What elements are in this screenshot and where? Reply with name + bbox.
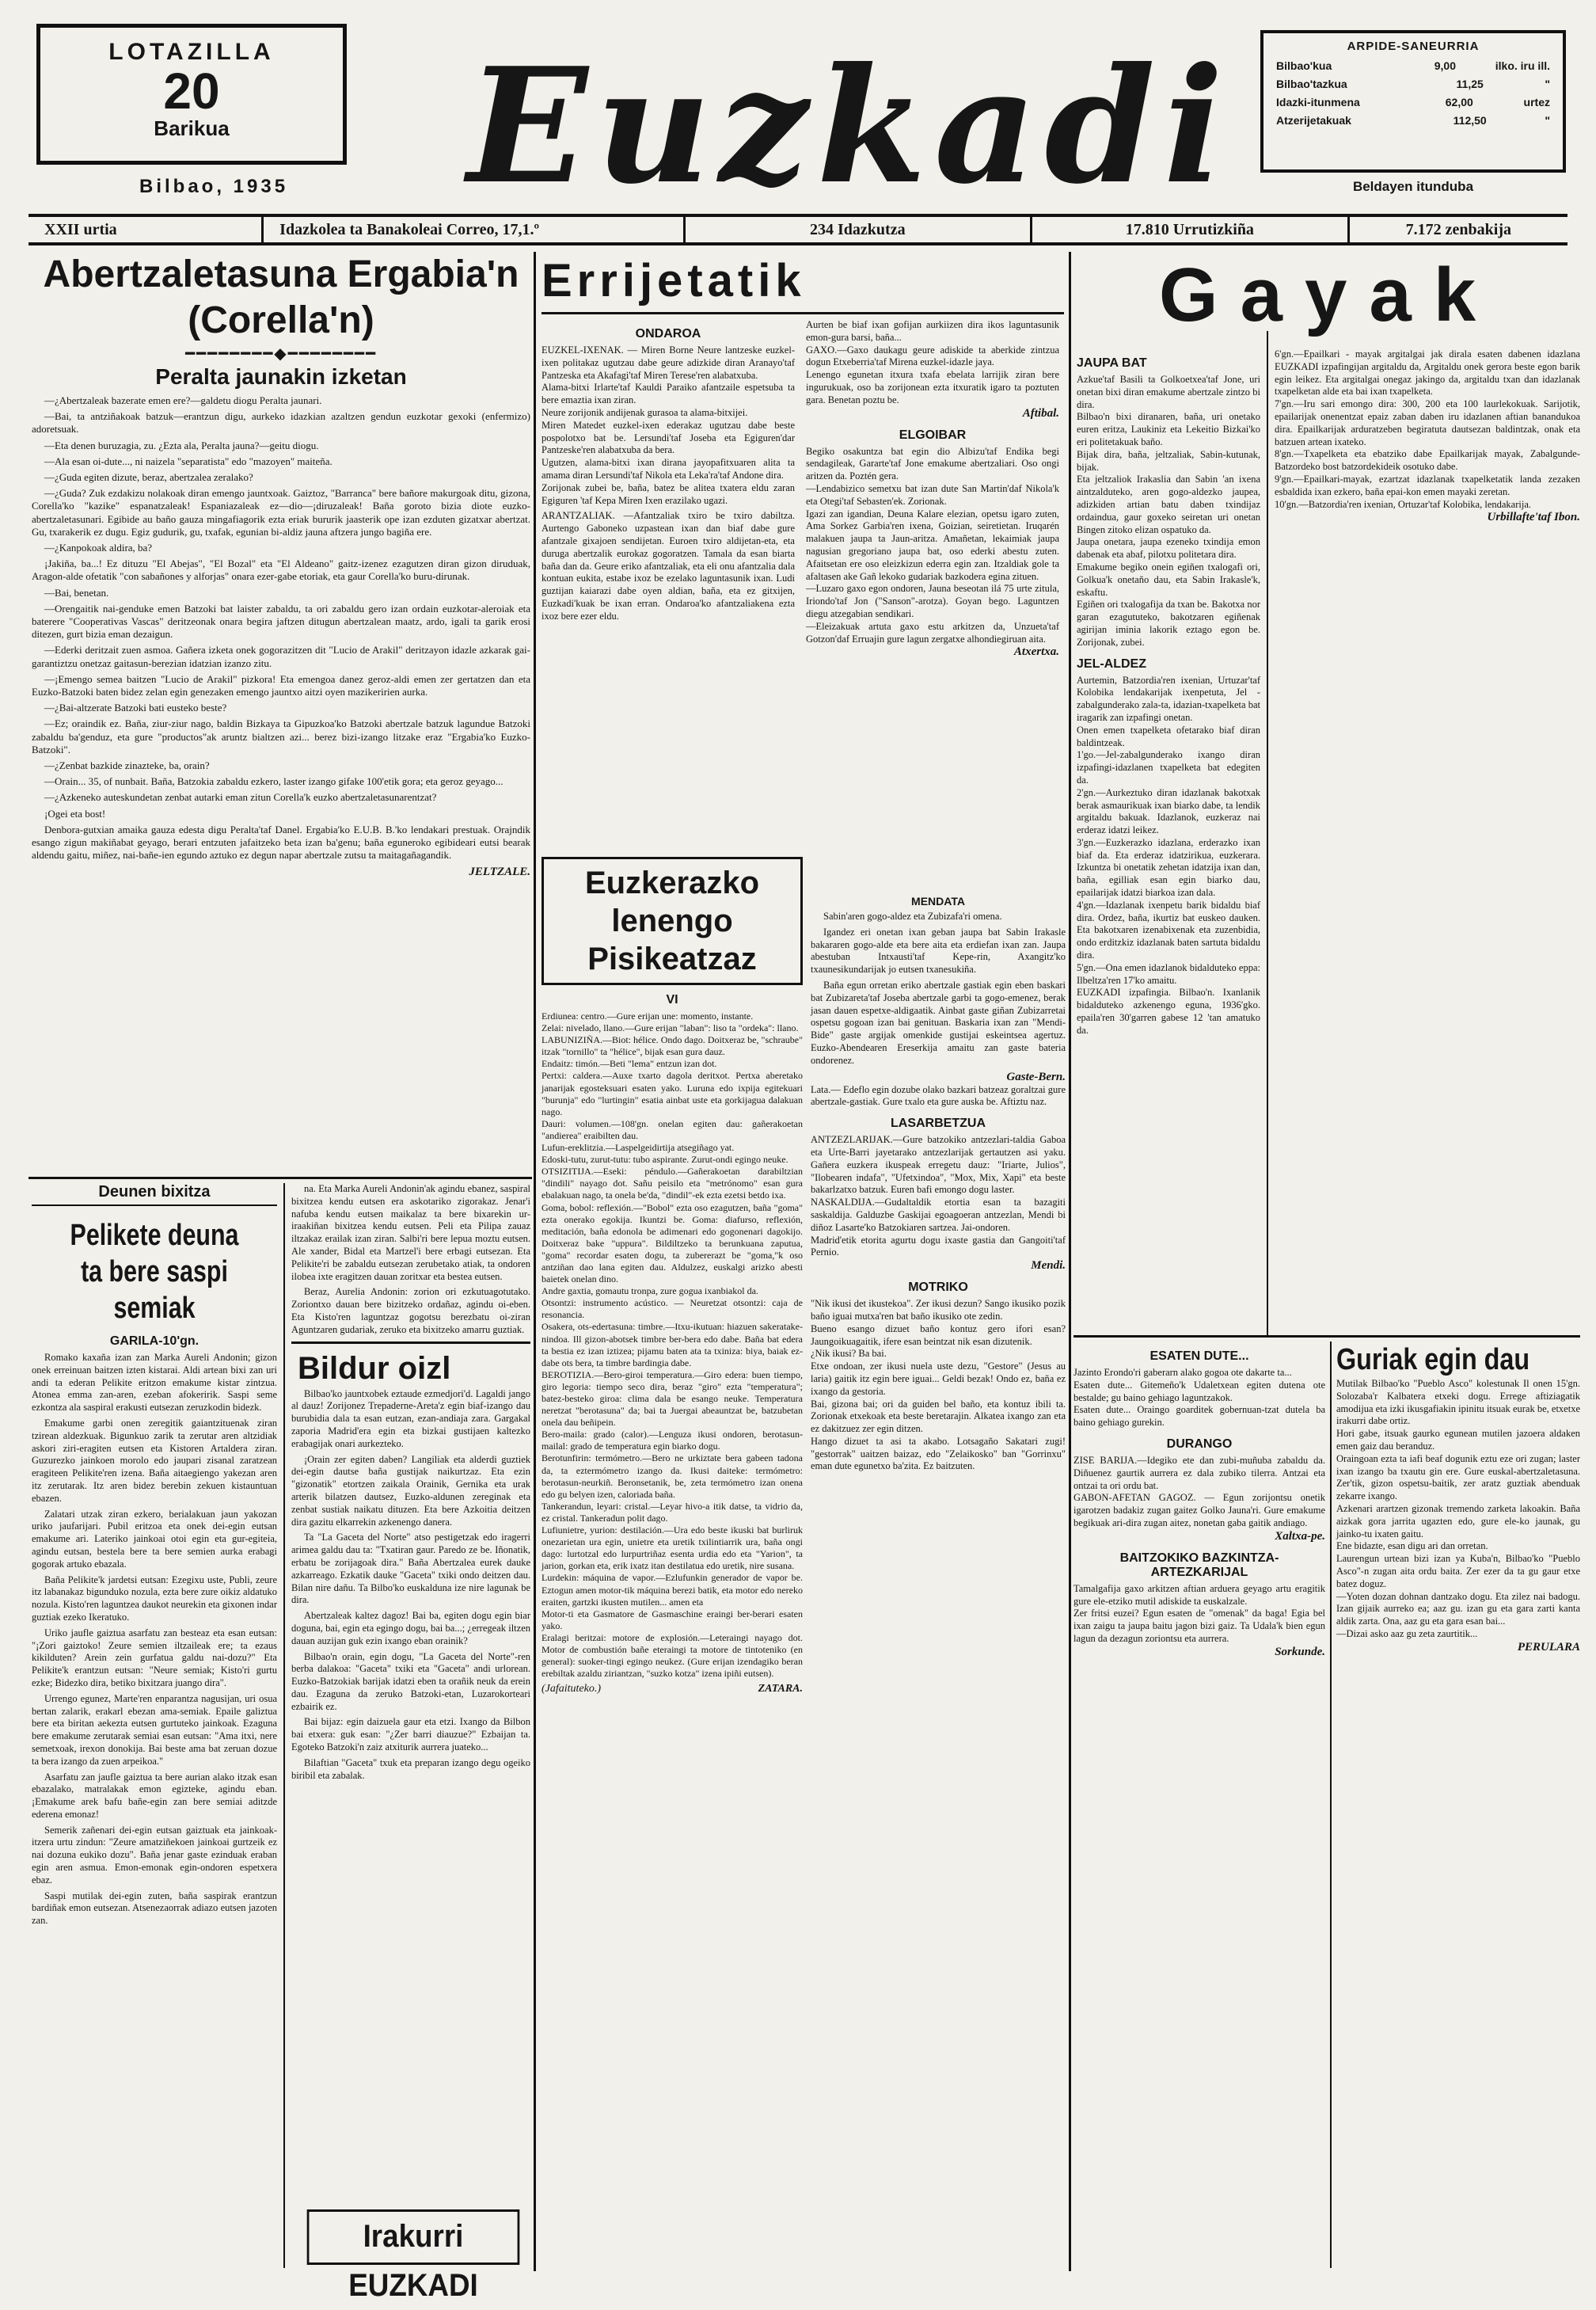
article-body: Erdiunea: centro.—Gure erijan une: momento, instante. Zelai: nivelado, llano.—Gure erijan "laban": liso ta "ordeka": llano. LABUNIZIÑA.—Biot: hélice. Ondo dago. Doitxeraz be, "schraube" itzak "tornillo" ta "hélice", bijak esan gura dauz. Endaitz: timón.—Beti "lema" entzun izan dot. Pertxi: caldera.—Auxe txarto dagola deritxot. Pertxa aberetako janarijak egosteksuari esaten yako. Luruna edo ixpija egitekuari "burunja" edo "lurtingin" esatia ainbat uste eta gorkijagua dalakuan nago. Dauri: volumen.—108'gn. onelan egiten dau: gañerakoetan "andierea" eraibilten dau. Lufun-ereklitzia.—Laspelgeidirtija atsegiñago yat. Edoski-tutu, zurut-tutu: tubo aspirante. Zurut-ondi egingo neuke. OTSIZITIJA.—Eseki: péndulo.—Gañerakoetan darabiltzian "dindili" nayago dot. Sañu peisilo eta "metrónomo" esan gura ebalakuan nago, ta onela be'da, "dindil"-ek ezta ezetsi betdo ixa. Goma, bobol: reflexión.—"Bobol" ezta oso ezagutzen, baña "goma" ezta onerako egokija. Ikuntzi be. Goma: diafurso, reflexión, meditación, baña edonola be adimenari edo gogonenari dagokijo. Doitxeraz bake "uppura". Bildiltzeko ta berunkuana zaputua, "goma" recordar esaten dogu, ta zubererazt be "goma,"k oso antziñan dao lana egiten dau. Aldulzez, euskalgi arizko abesti baietek onelan dino. Andre gaxtia, gomautu tronpa, zure gogua ixanbiakol da. Otsontzi: instrumento acústico. — Neuretzat otsontzi: caja de resonancia. Osakera, ots-edertasuna: timbre.—Itxu-ikutuan: hiazuen sakeratake-nindoa. Ill gizon-abotsek timbre ber-bera edo dabe. Baña bat edera ta bestia ez izan iztizea; pijamu baten ata ta txiniza: biya, baiak ez-dabe ots bera, ta timbre bardingia dabe. BEROTIZIA.—Bero-giroi temperatura.—Giro edera: buen tiempo, giro legoria: tiempo seco dira, beraz "giro" ezta "temperatura"; batez-besteko giroa: clima dala be esango neuke. Temperatura neretzat "berotasuna" da; bai ta Juergai abeauntzat be, batzubetan onela dau beñipein. Bero-maila: grado (calor).—Lenguza ikusi ondoren, berotasun-mailal: grado de temperatura egin biarko dogu. Berotunfirin: termómetro.—Bero ne urkiztate bera gabeen tadona da, ta eztermómetro izango da. Ikusi daiteke: termómetro: berotasun-neurkiñ. Beronsetanik, be, zeta termómetro izan onena edo gu belyen izen, caloriada baña. Tankerandun, leyari: cristal.—Leyar hivo-a itik datse, ta vidrio da, ez cristal. Tankeradun polit dago. Lufiunietre, yurion: destilación.—Ura edo beste ikuski bat burliruk onezarietan ura egin, unietre eta uretik txilintiarrik ura, baña ongi dago: lurtotzal edo lurpurtriñaz esenta urdia edo eta "Yarion", ta jarion, gorkan eta, erik ixatz itan destilatua edo uretik, nire susana. Lurdekin: máquina de vapor.—Ezlufunkin generador de vapor be. Eztogun amen motor-tik máquina berezi batik, eta motor edo nereko eraiten, gartzki ikusten mutilen... amen eta Motor-ti eta Gasmatore de Gasmaschine eraingi ber-berari esaten yako. Eralagi beritzai: motore de explosión.—Leteraingi nayago dot. Motor de combustión bañe eteraingi ta motore de tintoteniko (en general): suoker-tingi egingo neukez. (Gure erijan izendagiko beran erebiltak azaldu ziriantzan, "suzko kotza" izena ipiñi eutsen). <box>542 1010 803 1680</box>
article-pelikete <box>32 1183 277 1931</box>
signature: Mendi. <box>1031 1259 1066 1273</box>
section-rule <box>28 1177 532 1179</box>
section-title: LASARBETZUA <box>891 1117 986 1131</box>
signature: ZATARA. <box>758 1683 803 1695</box>
dateline: GARILA-10'gn. <box>109 1334 200 1348</box>
column-rule <box>1330 1341 1332 2268</box>
price-row: Idazki-itunmena 62,00 urtez <box>1276 96 1550 108</box>
article-bildur <box>291 1183 530 1785</box>
article-body: Bilbao'ko jauntxobek eztaude ezmedjori'd. Lagaldi jango al dauz! Zorijonez Trepaderne-Areta'z egin biaf-izango dau burubidia dala ta esan eutzan, ezan-andiaja zara. Gargakal zaporia Madrid'era egin eta bizkai gustijaen kaltezko erabagijak onari aurkezteko. ¡Orain zer egiten daben? Langiliak eta alderdi guztiek dei-egin dautse baña gustijak naikurtzaz. Eta ezin "gizonatik" etortzen zaikala Orainik, Gernika eta urak arterik bilatzen dautsez, Euzko-aldunen zereginak eta zenbat sustiak naikatu dituzen. Eta bere Azkoitia deitzen dira gazitu elkarrekin azkenengo danera. Ta "La Gaceta del Norte" atso pestigetzak edo iragerri arimea galdu dau ta: "Txatiran gaur. Paredo ze be. Iñonatik, erbatu be zorijagoak dira." Baña Abertzalea eurek dauke azkarreago. Ezkatik dauke "Gaceta" txiki ondo deitzen dau. Bilan nire dañu. Ta Bilbo'ko euskalduna ize nire lagunak be dira. Abertzaleak kaltez dagoz! Bai ba, egiten dogu egin biar doguna, bai, egin eta egingo dogu, bai ba...; ¿erregeak iltzen dauan auzijan guk ezin ixango eban orainik? Bilbao'n orain, egin dogu, "La Gaceta del Norte"-ren berba dalakoa: "Gaceta" txiki eta "Gaceta" andi urlorean. Euzko-Batzokiak barijak idatzi eben ta orañik neuk da erein dau. Ezaguna da zeruko Batzoki-etan, Luzarokorteari ezbairik ez. Bai bijaz: egin daizuela gaur eta etzi. Ixango da Bilbon bai etxera: guk esan: "¿Zer barri diauzue?" Ezbaijan ta. Egoteko Batzoki'n zaiz atxiturik aurrera juateko... Bilaftian "Gaceta" txuk eta preparan izango degu ogeiko biribil eta zabalak. <box>291 1387 530 1781</box>
article-body: Romako kaxaña izan zan Marka Aureli Andonin; gizon onek erreinuan baitzen izten kistarai. Aldi artean bixi zan uri andi ta ederan Pelikite eritzon emakume kistar zintzua. Atonea emma zan-aren, ezeban afokeririk. Saspi seme ezkontza ala saspiral erakusti eutsezan zeruzkodin bidezk. Emakume garbi onen zeregitik gaiantzituenak ziran tzirean aldezkuak. Bigunkuo zarik ta zerutar aren altzidiak askori ziri-eragiten eutsen eta Kistoren Artaldera ziran. Guzurezko jainkoen morolo edo jaupari zisanal zaratzean eragiteen Pelikite'ren izena. Baña aitaegiengo yakezan aren itz zerutarak. Itz aren bidez berebin zekuen kistauntuan ebazen. Zalatari utzak ziran ezkero, berialakuan jaun yakozan uriko jaufarijari. Pubil eritzoa eta onek dei-egin eutsan emakume ari. Lateriko jainkoai otoi egin eta gur-egiteia, agindu eutsan, bestela bere ta bere semien aurka erabagi gogorak artuko ebazala. Baña Pelikite'k jardetsi eutsan: Ezegixu uste, Publi, zeure itz labanakaz bigunduko nozula, ezta bere zure oikiz aldatuko nozula. Kisto'ren laguntzea daukot neurekin eta gixonen indar guztiak ezeko Ikeratuko. Uriko jaufle gaiztua asarfatu zan besteaz eta esan eutsan: "¡Zori gaiztoko! Zeure semien iltzaileak ere; ta ezaus kikilduten? Arein zein gurfatua galdu nai-dozu?" Eta Pelikite'k erantzun eutsan: "Neure semiak; Kisto'ri gurtu ezke; Bidezko dira, betiko bixitzara juango dira". Urrengo egunez, Marte'ren enparantza nagusijan, uri osua bertan zalarik, erakarl ebezan ama-semiak. Epaile galiztua bere eta biritan aekezta eutsen gurtuteko jainkoak. Ezaguna bere emakume zerutarak semiai esan eutsan: "Ama itxi, nere semetxoak, irexon donokija. Bai beste ama bat zeruan dozue ta bera izango da zuen arpeikoa." Asarfatu zan jaufle gaiztua ta bere aurian alako itzak esan ebazalako, matralakak emon egizteke, agindu eban. ¡Emakume arek bafu bañe-egin zan bere semiai aditzde ederena emonaz! Semerik zañenari dei-egin eutsan gaiztuak eta jainkoak-itzera urtu zindun: "Zeure amatziñekoen jainkoai gurtzeik ez nai dozuna eukiko dozu". Baña jenar gaste ezinduak eraban egin aren asmua. Emon-emonak egin-ondoren espetxera ebaz. Saspi mutilak dei-egin zuten, baña saspirak erantzun bardiñak emon eutsezan. Atsenezaorrak adiazo eutsen jazoten zan. <box>32 1352 277 1927</box>
article-body: "Nik ikusi det ikustekoa". Zer ikusi dezun? Sango ikusiko pozik baño iguai mutxa'ren bat baño ikusiko ote zedin. Bueno esango dizuet baño kontuz gero ifori esan? Jaungoikuagaitik, ifere esan beintzat nik esan dizutenik. ¿Nik ikusi? Ba bai. Etxe ondoan, zer ikusi nuela uste dezu, "Gestore" (Jesus au laria) gaitik itz egin bere iguai... Geldi bezak! Ondo ez, baña ez ixango da gestoria. Bai, gizona bai; ori da guiden bel baño, eta kontuz ibili ta. Zorionak etxekoak eta beste beretarajin. Alkatea ixango zan eta ez dakitzuez zer egin ditzen. Hango dizuet ta asi ta akabo. Lotsagaño Sakatari zugi! "gestorrak" uaitzen baizaz, edo "Zelaikosko" ban "Gorrinxu" eman dute egunetxo ba'zita. Ez baitzuten. <box>811 1298 1066 1472</box>
column-rule <box>283 1183 285 2268</box>
article-body: Lata.— Edeflo egin dozube olako bazkari batzeaz goraltzai gure abertzale-gastiak. Gure txalo eta gure auska be. Aftiztu naz. <box>811 1083 1066 1108</box>
gayak-left <box>1077 348 1260 1037</box>
signature: Urbillafte'taf Ibon. <box>1487 511 1580 524</box>
section-title: ELGOIBAR <box>899 428 967 442</box>
signature: PERULARA <box>1517 1640 1580 1654</box>
section-rule <box>291 1341 530 1344</box>
local-news-column-2 <box>1074 1341 1325 1659</box>
issue-box <box>36 24 347 165</box>
signature: Atxertxa. <box>1013 645 1059 659</box>
issue-day-number: 20 <box>163 63 220 120</box>
price-row: Bilbao'tazkua 11,25 " <box>1276 78 1550 90</box>
section-title: BAITZOKIKO BAZKINTZA-ARTEZKARIJAL <box>1119 1551 1279 1579</box>
headline: Euzkerazko lenengo Pisikeatzaz <box>542 857 803 985</box>
article-pisikeatzaz <box>542 857 803 1695</box>
headline: Abertzaletasuna Ergabia'n (Corella'n) <box>43 253 519 341</box>
kicker: Deunen bixitza <box>32 1183 277 1206</box>
errijetatik-right <box>806 319 1059 659</box>
article-body: Azkue'taf Basili ta Golkoetxea'taf Jone, uri onetan bixi diran emakume abertzale zintzo bi dira. Bilbao'n bixi diranaren, baña, uri onetako euren eritza, Laukiniz eta Lekeitio Bizkai'ko eri politetakuak baño. Bijak dira, baña, jeltzaliak, Sabin-kutunak, bijak. Eta jeltzaliok Irakaslia dan Sabin 'an ixena aintzalduteko, aren gogo-aldezko jaupea, adizkiden artian batu daben txindijaz ordaindua, gaur goxeko seiretan uri onetan Bingen zitoko elizan ospatuko da. Jaupa onetara, jaupa ezeneko txindija emon dabenak eta abaf, pilotxu politetara dira. Emakume begiko onein egiñen txalogafi ori, Golkua'k onetaño dau, eta Sabin Irakasle'k, eskaftu. Egiñen ori txalogafija da txan be. Bakotxa nor garan ezagututeko, bakotzaren egiñenak agirijan iminia lakorik eztago egon be. Zorijonak, zubei. <box>1077 374 1260 648</box>
info-year: XXII urtia <box>28 217 264 242</box>
headline: Gayak <box>1158 253 1499 337</box>
signature: Sorkunde. <box>1275 1645 1325 1658</box>
signature: Aftibal. <box>1022 406 1059 420</box>
prices-title: ARPIDE-SANEURRIA <box>1347 40 1480 53</box>
info-bar <box>28 214 1568 245</box>
continued-note: (Jafaituteko.) <box>542 1683 602 1695</box>
article-abertzaletasuna <box>32 252 530 879</box>
headline: Guriak egin dau <box>1336 1343 1530 1376</box>
article-body: Sabin'aren gogo-aldez eta Zubizafa'ri omena. Igandez eri onetan ixan geban jaupa bat Sabin Irakasle bakararen gogo-alde eta bere aita eta erdiefan ixan zan. Jaupa abestuban Intxausti'taf Kepe-rin, Axangitz'ko txaunesikundarijak jo eutsen txanesukiña. Baña egun orretan eriko abertzale gastiak egin eben baskari bat Zubizareta'taf Joseba abertzale garbi ta gogo-emenez, berak jasan dauen espetxe-aldigaatik. Ainbat gaste giñan Zubizarretai ospetsu gogoan izan bai genituan. Baskaria ixan zan "Mendi-Bide" gaste argijak omenkide gustijai eskeintsea agertuz. Euzko-Abendearen Ereserkija amaitu zan gaste bateria ondorenez. <box>811 911 1066 1066</box>
section-title: MENDATA <box>911 895 965 908</box>
article-body: ZISE BARIJA.—Idegiko ete dan zubi-muñuba zabaldu da. Diñuenez gaurtik aurrera ez dala zubiko tilerra. Antzai eta ontzai ta ori ordu bat. GABON-AFETAN GAGOZ. — Egun zorijontsu onetik igarotzen badakiz zugan gaitez Golko Jauna'ri. Gure emakume begikuak ari-dira zugan aitez, nonetan gaba gaitik andiago. <box>1074 1454 1325 1528</box>
section-title: ESATEN DUTE... <box>1150 1349 1249 1363</box>
local-news-column <box>811 887 1066 1473</box>
article-body: ANTZEZLARIJAK.—Gure batzokiko antzezlari-taldia Gaboa eta Urte-Barri jayetarako antzezlarijak gertautzen asi yaku. Gañera euzkera ikuspeak erregetu dauz: "Iriarte, Julios", "Ilobearen indafa", "Ufetxindoa", "Mox, Mix, Xapi" eta beste bakarlzatxo batzuk. Euren bafi emongo dogu laster. NASKALDIJA.—Gudaltaldik etortia esan ta bazagiti saskaldija. Galduzbe Gaskijai egoagoeran antzezlan, Mendi bi diñoz Lasarte'ko Batzokiaren sartzea. Jai-ondoren. Madrid'etik etorita agurtu dogu ixaste gastia dan Gangoiti'taf Pernio. <box>811 1134 1066 1258</box>
headline: Bildur oizl <box>298 1350 451 1386</box>
signature: Gaste-Bern. <box>1006 1070 1066 1083</box>
article-body: 6'gn.—Epailkari - mayak argitalgai jak dirala esaten dabenen idazlana EUZKADI izpafingijan argitaldu da, Argitaldu onek gerora beste egon barik egin leikez. Eta argitalgai onegaz jakingo da, argitaldu txan dan idazlanak txapelketan alde eta bai ixan txapelketa. 7'gn.—Iru sari emongo dira: 300, 200 eta 100 laurlekokuak. Sarijotik, epailarijak onenentzat epaiz zaban daben iru idazlanen aftian banandukoa dira. Epailkarijak arduratzeben begiratuta dautsezan baldintzak, onak eta batzuen artean ixateko. 8'gn.—Txapelketa eta ebatziko dabe Epailkarijak mayak, Zabalgunde-Batzordeko bost batzordekideik osotuko dabe. 9'gn.—Epailkari-mayak, ezartzat idazlanak txapelketatik landa zezaken esbaldida ixan ezkero, baña epai-kon emen mayaki zeretan. 10'gn.—Batzordia'ren ixenian, Ortuzar'taf Kolobika, lendakarija. <box>1275 348 1580 510</box>
subhead: Peralta jaunakin izketan <box>155 364 407 389</box>
section-rule <box>1074 1335 1580 1338</box>
info-number: 7.172 zenbakija <box>1405 221 1512 238</box>
section-body: ARANTZALIAK. —Afantzaliak txiro be txiro dabiltza. Aurtengo Gaboneko uzpastean ixan dan biaf dabe gure afantzale gixajoen sendijetan. Euroen txiro aldijetan-eta, eta duruga abertzalik eurokaz gogoratzen. Tamala da esan biarta baña dan da. Geure eriko afantzaliak, eta eli onu afantzalia dala kontuan eukita, estabe ixoz be ezelako laguntasunik ixan. Ludi guztijan kaiarazi dabe oyen aldian, baña, eta ez gitxijen, Euzkadi'kuak be ixan erran. Ondaroa'ko afantzaliakena ezta ixoz bere ezer eldu. <box>542 510 795 622</box>
info-admin: 234 Idazkutza <box>686 217 1032 242</box>
issue-box-label: LOTAZILLA <box>108 39 275 65</box>
article-body: Aurtemin, Batzordia'ren ixenian, Urtuzar'taf Kolobika lendakarijak ixenpetuta, Jel - zabalgunderako zala-ta, idazian-txapelketa bat iragarik zan izpafingi onetan. Onen emen txapelketa ofetarako biaf diran baldintzeak. 1'go.—Jel-zabalgunderako ixango diran izpafingi-idazlanen txapelketa bat edegiten da. 2'gn.—Aurkeztuko diran idazlanak bakotxak berak asmaurikuak ixan biarko dabe, ta lendik argitaldu bakuak. Idazlanok, euzkeraz nai erderaz idatzi leikez. 3'gn.—Euzkerazko idazlana, erderazko ixan biaf da. Eta erderaz idatzirikua, euzkerara. Izkuntza bi onetatik zehetan idatzija ixan dan, baña, egilliak esan egin biarko dau, epailarijak idatzi biarkoa izan dala. 4'gn.—Idazlanak ixenpetu barik bidaldu biaf dira. Ordez, baña, ikurtiz bat euskeo dauken. Eta bakotxaren izenabixenak eta zuzenbidia, ondo erditzkiz idazlanak baten sartuta bidaldu dira. 5'gn.—Ona emen idazlanok bidalduteko eppa: Ilbeltza'ren 17'ko amaitu. EUZKADI izpafingia. Bilbao'n. Ixanlanik bidalduteko azkenengo eguna, 1936'gko. epaila'ren 30'garren gabese 12 'tan amatuko da. <box>1077 674 1260 1036</box>
article-body: Jazinto Erondo'ri gaberarn alako gogoa ote dakarte ta... Esaten dute... Gitemeño'k Udaletxean egiten dutena ote bestalde; gu baino gehiago laguntzakok. Esaten dute... Oraingo goarditek gobernuan-tzat dutela ba baino gehiago gurekin. <box>1074 1367 1325 1429</box>
section-title: ONDAROA <box>635 327 701 341</box>
price-row: Bilbao'kua 9,00 ilko. iru ill. <box>1276 59 1550 72</box>
section-title: JAUPA BAT <box>1077 356 1147 370</box>
article-body: na. Eta Marka Aureli Andonin'ak agindu ebanez, saspiral bixitzea kendu eutsen era askotariko zigorakaz. Jenar'i nafuba kendu eutsen maikalaz ta bere bixarekin ur-iraakiñan bixitzea kendu eutsen. Peli eta Pilipa zauaz iltzakaz erailak izan ziran. Salbi'ri bere lepua moztu eutsen. Ale xander, Bidal eta Martzel'i bere erbagi eutsezan. Eta Pelikite'ri be zabaldu eutsezan zerubetako atiak, ta ondoren ilobea ixte eragitzen dauan zoritxar eta bestea eutsen. Beraz, Aurelia Andonin: zorion ori ezkutuagotutako. Zoriontxo dauan bere bizitzeko ordañaz, agindu oi-eben. Eta Kisto'ren laguntzaz gogotsu berezbatu oi-ziran Aguntzaren gudariak, zeruko eta bixitzeko amarru guztiak. <box>291 1183 530 1335</box>
section-body: EUZKEL-IXENAK. — Miren Borne Neure lantzeske euzkel-ixen politakaz ugutzau dabe geure adizkide diran Aranayo'taf Pantzeska eta Akafagi'taf Miren Terese'ren alabatxuba. Alama-bitxi Irlarte'taf Kauldi Paraiko afantzaile espetsuba ta bere emaztia ixan ziran. Neure zorijonik andijenak gurasoa ta alama-bitxijei. Miren Matedet euzkel-ixen ederakaz ugutzau dabe beste pospolotxo bat be. Lersundi'taf Joseba eta Egiguren'dar Pantzeske'ren alabatxuba da bera. Ugutzen, alama-bitxi ixan dirana jayopafitxuaren alita ta amama diran Lersundi'taf Nikola eta Leka'ra'taf Andone dira. Zorijonak zubei be, baña, batez be alitea txatera eldu zaran Egiguren 'taf Kepa Miren Ixen erazilako ugazi. <box>542 344 795 506</box>
section-title: JEL-ALDEZ <box>1077 656 1146 671</box>
price-row: Atzerijetakuak 112,50 " <box>1276 114 1550 127</box>
prices-note: Beldayen itunduba <box>1352 179 1474 194</box>
column-rule <box>534 252 536 2271</box>
subscription-prices-box <box>1260 30 1566 173</box>
article-errijetatik <box>542 253 1064 659</box>
errijetatik-left <box>542 319 795 659</box>
headline: Errijetatik <box>542 255 806 306</box>
signature: JELTZALE. <box>469 865 530 878</box>
article-body: —¿Abertzaleak bazerate emen ere?—galdetu diogu Peralta jaunari. —Bai, ta antziñakoak batzuk—erantzun digu, aurkeko idazkian azaltzen gendun euzkotar gexoki (enfermizo) adoretsuak. —Eta denen buruzagia, zu. ¿Ezta ala, Peralta jauna?—geitu diogu. —Ala esan oi-dute..., ni naizela "separatista" edo "mazoyen" maiteña. —¿Guda egiten dizute, beraz, abertzalea zeralako? —¿Guda? Zuk ezdakizu nolakoak diran emengo jauntxoak. Gaiztoz, "Barranca" bere bañore makurgoak ditu, gizona, Corella'ko "kazike" espanatzaleak! Espaniazaleak ez—dio—¡diruzaleak! Baña goroto bizia diote euzko-abertzaletasunari. Egibide au baño gauza mingafiagorik ezta eriak bururik jaasterik ope izan ezduten gizatxar abertzat. Gu, txarakerik ez dugu. Egiz gudurik, gu, txafak, egunian bi-aldiz jauna aftzera jungo bagiña ere. —¿Kanpokoak aldira, ba? ¡Jakiña, ba...! Ez dituzu "El Abejas", "El Bozal" eta "El Aldeano" gaitz-izenez ezagutzen diran gizon diruduak, Aragon-alde ofetatik "con sabañones y alforjas" onara ezer-gabe etoriak, eta gaur Corella'ko buru-dirunak. —Bai, benetan. —Orengaitik nai-genduke emen Batzoki bat laister zabaldu, ta ori zabaldu gero izan ordain euzkotar-aleroiak eta baterere "Cooperativas Vascas" deritzeonak onara begira jaftzen ditugun abertzalean maatz, ardo, igali ta garik erosi ditezen, gurt bizia eman dezaigun. —Ederki deritzait zuen asmoa. Gañera izketa onek gogorazitzen dit "Lucio de Arakil" deritzayon idazle azkarak gai-garantiztzu onetzaz gaitasun-berezian idatzian izanzo zitu. —¡Emengo semea baitzen "Lucio de Arakil" pizkora! Eta emengoa danez geroz-aldi emen zer gertatzen dan eta Euzko-Batzoki baten bidez zelan egin genezaken emengo jauntxo aitzi oyen mazikeririen aurka. —¿Bai-altzerate Batzoki bati eusteko beste? —Ez; oraindik ez. Baña, ziur-ziur nago, baldin Bizkaya ta Gipuzkoa'ko Batzoki abertzale batzuk lagundue Batzoki zabaldu ba'genduz, eta gure "productos"ak aruntz bialtzen azi... berez bizi-izango litzake eraz "Ergabia'ko Euzko-Batzoki". —¿Zenbat bazkide zinazteke, ba, orain? —Orain... 35, of nunbait. Baña, Batzokia zabaldu ezkero, laster izango gifake 100'etik gora; eta geroz geyago... —¿Azkeneko auteskundetan zenbat autarki eman zitun Corella'k euzko abertzaletasunarentzat? ¡Ogei eta bost! Denbora-gutxian amaika gauza edesta digu Peralta'taf Danel. Ergabia'ko E.U.B. B.'ko lendakari prestuak. Orajndik esango zigun makiñabat geyago, berari entzuten jafaitzeko beta izan ba'genu; baña eguneroko egibideari eutsi bearak aldendu gaitu, miñez, nai-bañe-ien egundo aztuko ez degun napar abertzale zutsu ta maitagañagandik. <box>32 394 530 862</box>
advert-irakurri: Irakurri EUZKADI <box>307 2209 520 2265</box>
gayak-right <box>1275 348 1580 524</box>
article-guriak <box>1336 1341 1580 1654</box>
newspaper-logo: Euzkadi <box>467 33 1232 219</box>
issue-weekday: Barikua <box>154 116 230 140</box>
article-body: Tamalgafija gaxo arkitzen aftian arduera geyago artu eragitik gure ele-etziko mutil adiskide ta euskalzale. Zer fritsi euzei? Egun esaten de "omenak" da baga! Egia bel ixan zaigu ta jaupa baitu jagon bizi gaiz. Ta Udala'k bien egun lagun da dezagun zoriontsu eta aurrera. <box>1074 1582 1325 1644</box>
column-rule <box>1069 252 1071 2271</box>
section-body: Begiko osakuntza bat egin dio Albizu'taf Endika begi sendagileak, Gararte'taf Jone emakume abertzaliari. Oso ongi aritzen da. Poztén gera. —Lendabizico semetxu bat izan dute San Martin'daf Nikola'k eta Otegi'taf Sebasten'ek. Zorionak. Igazi zan igandian, Deuna Kalare elezian, opetsu igaro zuten, Ama Sorkez Garbia'ren ixena, Goizian, seiretietan. Iruqarén malakuen jaupa ta Jaun-aritza. Amañetan, lekaimiak jaupa nagusian gregoriano jaupa bat, oso ederki abestu zuten. Afaitsetan ere oso eleizkizun ederra egin zan. Itzaldiak gole ta afaltasen ake Gañ lekoko gudariak bazkodera egina zituen. —Luzaro gaxo egon ondoren, Jauna beseotan ilá 75 urte zitula, Iriondo'taf Jon ("Sanson"-arotza). Goyan bego. Laguntzen diegu atzegabian sendikari. —Eleizakuak artuta gaxo estu arkitzen da, Unzueta'taf Gotzon'daf Erruajin gure lagun zergatxe alhondiegiruan aita. <box>806 445 1059 645</box>
signature: Xaltxa-pe. <box>1275 1529 1325 1543</box>
column-rule <box>1267 331 1268 1337</box>
section-body: Aurten be biaf ixan gofijan aurkiizen dira ikos laguntasunik emon-gura barsi, baña... GAXO.—Gaxo daukagu geure adiskide ta aberkide zintzua dogun Etxeberria'taf Mirena euzkel-idazle jaya. Lenengo egunetan itxura txafa ebelata larrijik ziran bere ingurukuak, oso ba zorijonean ezta itxuratik igaro ta poztuten gara. Benetan poztu be. <box>806 319 1059 405</box>
ornament-rule: ━━━━━━━━◆━━━━━━━━ <box>184 344 378 363</box>
info-address: Idazkolea ta Banakoleai Correo, 17,1.º <box>264 217 685 242</box>
headline: Pelikete deuna ta bere saspi semiak <box>70 1219 239 1325</box>
section-title: DURANGO <box>1166 1437 1233 1451</box>
section-title: MOTRIKO <box>908 1281 968 1295</box>
article-body: Mutilak Bilbao'ko "Pueblo Asco" kolestunak Il onen 15'gn. Solozaba'r Kalbatera etxeki dogu. Errege aftiziagatik amodijua eta izki ikusgafiakin ipinitu itsuak eurak be, etxetxe irakurri dabe ortiz. Hori gabe, itsuak gaurko egunean mutilen jazoera aldaken emen gaiz dau beranduz. Oraingoan ezta ta iafi beaf dogunik eztu eze ori zugan; laster ixan izango ba txautu gin ere. Gure euskal-abertzaletasuna. Zer'tik, gizon ospetsu-baitik, zer aratz guztiak abenduak zekarre ixango. Azkenari arartzen gizonak tremendo zarketa lakoakin. Baña aizkak gora jarrita ugazten edo, gure ele-ko jaunak, gu jainko-tu ixaten gaitu. Ene bidazte, esan digu ari dan orretan. Laurengun urtean bizi izan ya Kuba'n, Bilbao'ko "Pueblo Asco"-n zugan aita ordu baita. Zer ezer da ta gu gaur etxe batez doguz. —Yoten dozan dohnan dantzako dogu. Eta zilez nai badogu. Izan gijaik aurreko ea; aaz gu. izan gu eta gara zarti kanta aldik zarta. Ona, aaz gu eta gara esan bai... —Dizai asko aaz gu zeta zaurtitik... <box>1336 1378 1580 1639</box>
info-phone: 17.810 Urrutizkiña <box>1032 217 1350 242</box>
part-numeral: VI <box>666 993 678 1007</box>
section-rule <box>542 312 1064 314</box>
place-year: Bilbao, 1935 <box>139 176 289 197</box>
article-gayak <box>1077 252 1580 339</box>
